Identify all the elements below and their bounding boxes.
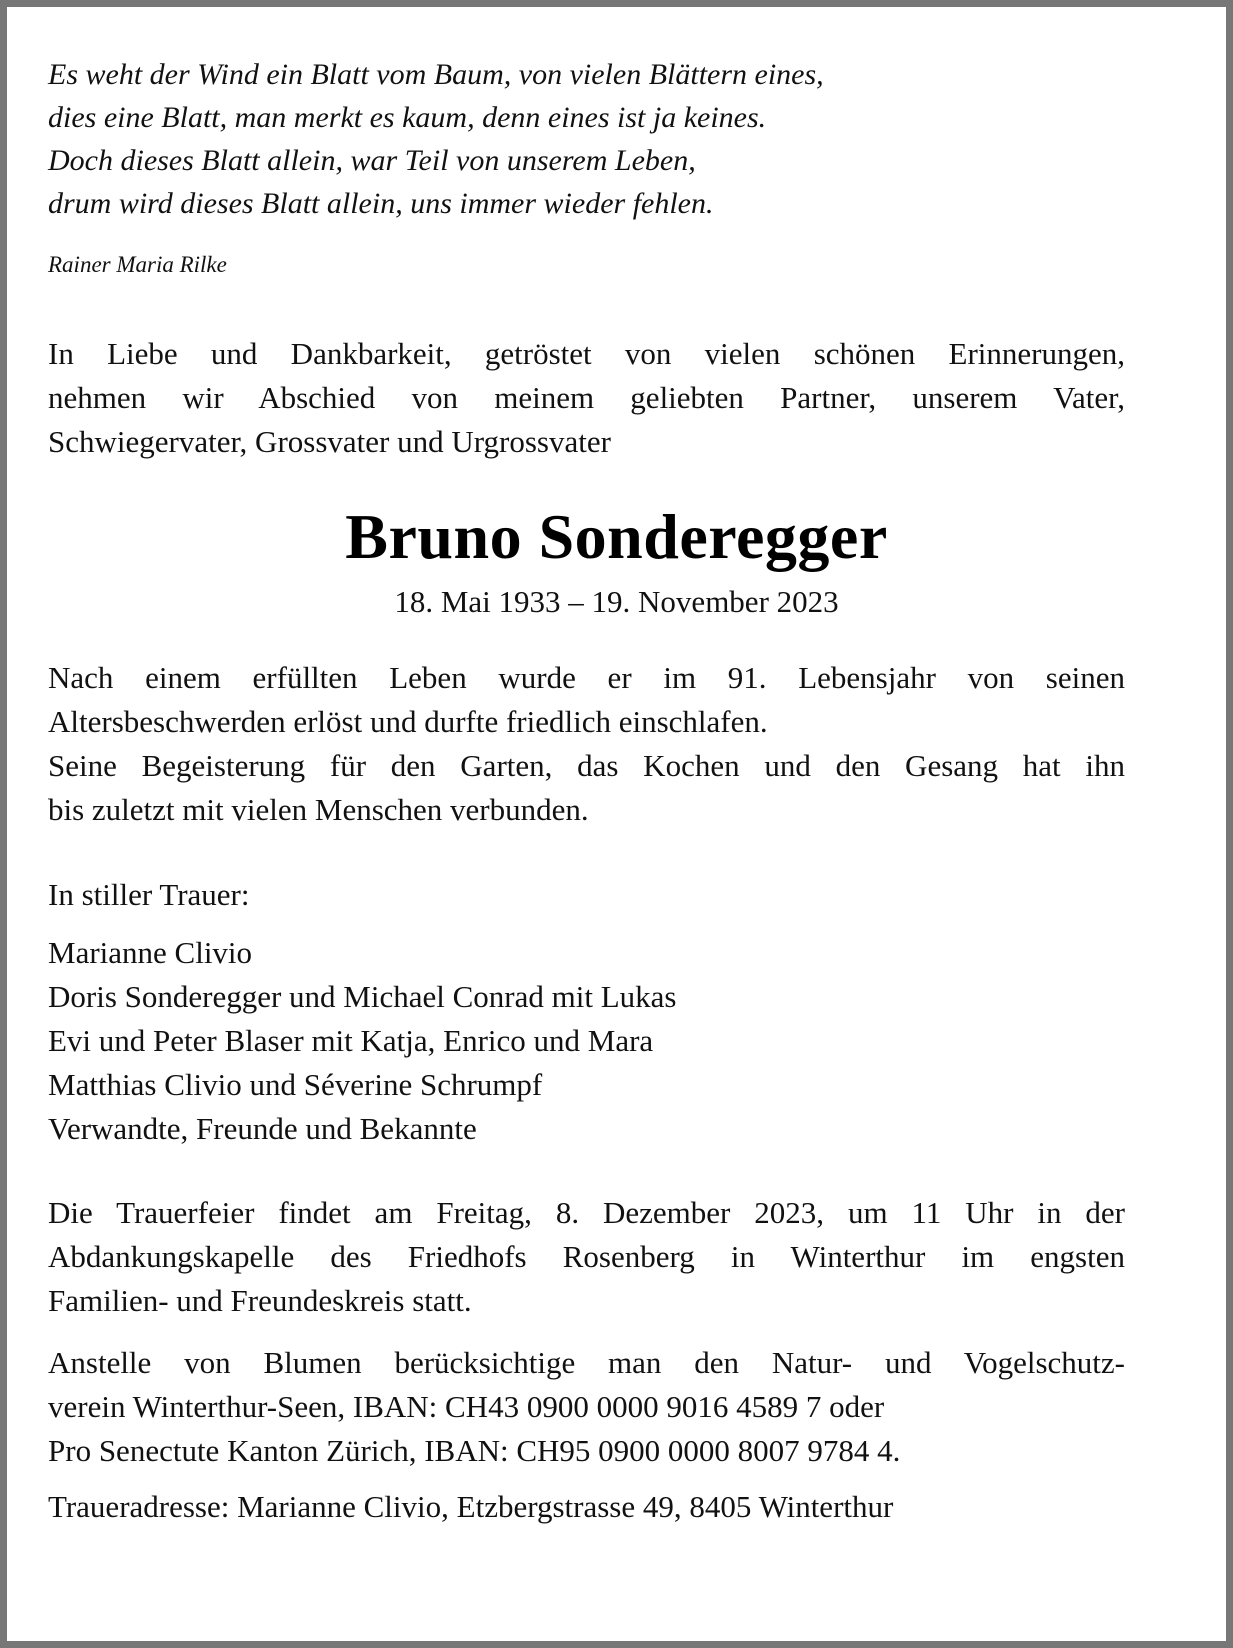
poem-line: Es weht der Wind ein Blatt vom Baum, von vielen Blättern eines, (48, 58, 824, 91)
donation-paragraph (48, 1341, 1125, 1473)
life-line: Altersbeschwerden erlöst und durfte friedlich einschlafen. (48, 704, 768, 739)
life-line: bis zuletzt mit vielen Menschen verbunden. (48, 792, 589, 827)
mourners-list (48, 931, 1125, 1151)
donation-line: Anstelle von Blumen berücksichtige man den Natur- und Vogelschutz- (48, 1345, 1125, 1380)
mourner-entry: Marianne Clivio (48, 935, 253, 970)
service-line: Abdankungskapelle des Friedhofs Rosenberg in Winterthur im engsten (48, 1239, 1125, 1274)
service-line: Familien- und Freundeskreis statt. (48, 1283, 472, 1318)
mourner-entry: Doris Sonderegger und Michael Conrad mit Lukas (48, 979, 677, 1014)
mourning-address: Traueradresse: Marianne Clivio, Etzbergstrasse 49, 8405 Winterthur (48, 1489, 894, 1524)
mourners-heading: In stiller Trauer: (48, 877, 250, 912)
intro-line: Schwiegervater, Grossvater und Urgrossvater (48, 424, 611, 459)
intro-line: nehmen wir Abschied von meinem geliebten Partner, unserem Vater, (48, 380, 1125, 415)
intro-line: In Liebe und Dankbarkeit, getröstet von vielen schönen Erinnerungen, (48, 336, 1125, 371)
deceased-dates: 18. Mai 1933 – 19. November 2023 (394, 584, 839, 619)
donation-line: verein Winterthur-Seen, IBAN: CH43 0900 0000 9016 4589 7 oder (48, 1389, 885, 1424)
mourner-entry: Matthias Clivio und Séverine Schrumpf (48, 1067, 543, 1102)
poem-line: drum wird dieses Blatt allein, uns immer wieder fehlen. (48, 187, 714, 220)
life-paragraph (48, 656, 1125, 832)
intro-paragraph (48, 332, 1125, 464)
donation-line: Pro Senectute Kanton Zürich, IBAN: CH95 0900 0000 8007 9784 4. (48, 1433, 901, 1468)
poem-line: Doch dieses Blatt allein, war Teil von unserem Leben, (48, 144, 696, 177)
life-line: Nach einem erfüllten Leben wurde er im 91. Lebensjahr von seinen (48, 660, 1125, 695)
poem-author: Rainer Maria Rilke (48, 252, 227, 277)
poem-line: dies eine Blatt, man merkt es kaum, denn eines ist ja keines. (48, 101, 767, 134)
poem (48, 53, 1125, 225)
service-paragraph (48, 1191, 1125, 1323)
life-line: Seine Begeisterung für den Garten, das Kochen und den Gesang hat ihn (48, 748, 1125, 783)
obituary-notice (7, 7, 1226, 1641)
mourner-entry: Evi und Peter Blaser mit Katja, Enrico und Mara (48, 1023, 654, 1058)
service-line: Die Trauerfeier findet am Freitag, 8. Dezember 2023, um 11 Uhr in der (48, 1195, 1125, 1230)
mourner-entry: Verwandte, Freunde und Bekannte (48, 1111, 477, 1146)
deceased-name: Bruno Sonderegger (345, 501, 888, 572)
